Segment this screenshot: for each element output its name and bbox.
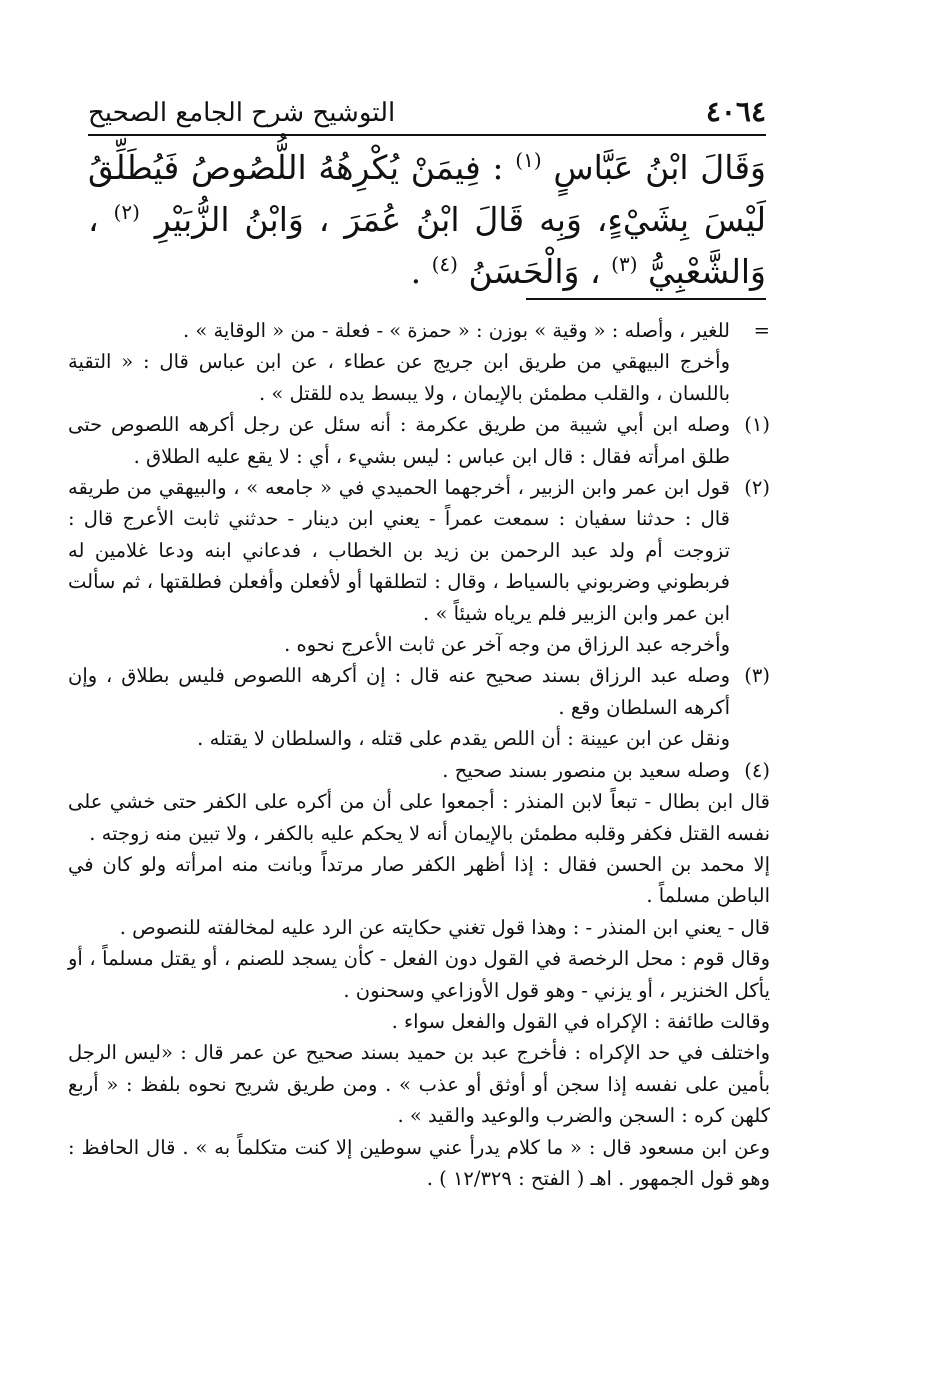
hadith-text-part: . — [410, 252, 422, 291]
footnote-ref: (٢) — [113, 200, 140, 224]
page-number: ٤٠٦٤ — [705, 95, 766, 128]
running-title: التوشيح شرح الجامع الصحيح — [88, 98, 396, 128]
footnote-ref: (٣) — [611, 252, 638, 276]
footnotes — [68, 315, 770, 1194]
hadith-text-part: ، وَالْحَسَنُ — [468, 252, 601, 291]
footnote-separator — [526, 298, 766, 300]
commentary-paragraph: وقالت طائفة : الإكراه في القول والفعل سواء . — [391, 1009, 770, 1033]
footnote-line: وأخرجه عبد الرزاق من وجه آخر عن ثابت الأعرج نحوه . — [284, 633, 730, 657]
footnote-ref: (١) — [515, 148, 542, 172]
footnote-marker: = — [753, 319, 770, 342]
footnote-line: ونقل عن ابن عيينة : أن اللص يقدم على قتله ، والسلطان لا يقتله . — [197, 727, 730, 751]
commentary-paragraph: إلا محمد بن الحسن فقال : إذا أظهر الكفر صار مرتداً وبانت منه امرأته ولو كان في الباطن مسلماً . — [68, 852, 770, 908]
footnote-3 — [68, 660, 770, 754]
commentary-paragraph: قال ابن بطال - تبعاً لابن المنذر : أجمعوا على أن من أكره على الكفر حتى خشي على نفسه القتل فكفر وقلبه مطمئن بالإيمان أنه لا يحكم عليه بالكفر ، ولا تبين منه زوجته . — [68, 790, 770, 845]
hadith-text-part: ، وَالشَّعْبِيُّ — [88, 200, 766, 291]
commentary-paragraph: واختلف في حد الإكراه : فأخرج عبد بن حميد بسند صحيح عن عمر قال : «ليس الرجل بأمين على نفسه إذا سجن أو أوثق أو عذب » . ومن طريق شريح نحوه بلفظ : « أربع كلهن كره : السجن والضرب والوعيد والقيد » . — [68, 1041, 770, 1128]
footnote-marker: (٣) — [744, 664, 770, 688]
footnote-ref: (٤) — [431, 252, 458, 276]
footnote-line: وأخرج البيهقي من طريق ابن جريج عن عطاء ، عن ابن عباس قال : « التقية باللسان ، والقلب مطمئن بالإيمان ، ولا يبسط يده للقتل » . — [68, 350, 730, 405]
footnote-line: قول ابن عمر وابن الزبير ، أخرجهما الحميدي في « جامعه » ، والبيهقي من طريقه قال : حدثنا سفيان : سمعت عمراً - يعني ابن دينار - حدثني ثابت الأعرج قال : تزوجت أم ولد عبد الرحمن بن زيد بن الخطاب ، فدعاني ابنه ودعا غلامين له فربطوني وضربوني بالسياط ، وقال : لتطلقها أو لأفعلن وأفعلن فطلقتها ، ثم سألت ابن عمر وابن الزبير فلم يرياه شيئاً » . — [68, 476, 730, 625]
footnote-marker: (٤) — [744, 758, 770, 782]
hadith-text-part: وَقَالَ ابْنُ عَبَّاسٍ — [553, 148, 766, 187]
footnote-4 — [68, 755, 770, 786]
footnote-marker: (١) — [744, 413, 770, 437]
footnote-line: وصله سعيد بن منصور بسند صحيح . — [442, 758, 730, 782]
footnote-line: وصله ابن أبي شيبة من طريق عكرمة : أنه سئل عن رجل أكرهه اللصوص حتى طلق امرأته فقال : قال ابن عباس : ليس بشيء ، أي : لا يقع عليه الطلاق . — [68, 413, 730, 468]
commentary-paragraph: قال - يعني ابن المنذر - : وهذا قول تغني حكايته عن الرد عليه لمخالفته للنصوص . — [119, 915, 770, 939]
footnote-marker: (٢) — [744, 476, 770, 500]
footnote-1 — [68, 409, 770, 472]
hadith-text-part: : فِيمَنْ يُكْرِهُهُ اللُّصُوصُ فَيُطَلِّقُ لَيْسَ بِشَيْءٍ، وَبِه قَالَ ابْنُ عُمَرَ ، وَابْنُ الزُّبَيْرِ — [88, 148, 766, 239]
hadith-text — [88, 142, 766, 298]
footnote-line: للغير ، وأصله : « وقية » بوزن : « حمزة » - فعلة - من « الوقاية » . — [182, 319, 730, 342]
footnote-2 — [68, 472, 770, 660]
footnote-continuation — [68, 315, 770, 409]
page-header — [88, 84, 766, 136]
footnote-line: وصله عبد الرزاق بسند صحيح عنه قال : إن أكرهه اللصوص فليس بطلاق ، وإن أكرهه السلطان وقع . — [68, 664, 730, 719]
commentary-paragraph: وقال قوم : محل الرخصة في القول دون الفعل - كأن يسجد للصنم ، أو يقتل مسلماً ، أو يأكل الخنزير ، أو يزني - وهو قول الأوزاعي وسحنون . — [68, 947, 770, 1002]
commentary-paragraph: وعن ابن مسعود قال : « ما كلام يدرأ عني سوطين إلا كنت متكلماً به » . قال الحافظ : وهو قول الجمهور . اهـ ( الفتح : ١٢/٣٢٩ ) . — [68, 1135, 770, 1190]
